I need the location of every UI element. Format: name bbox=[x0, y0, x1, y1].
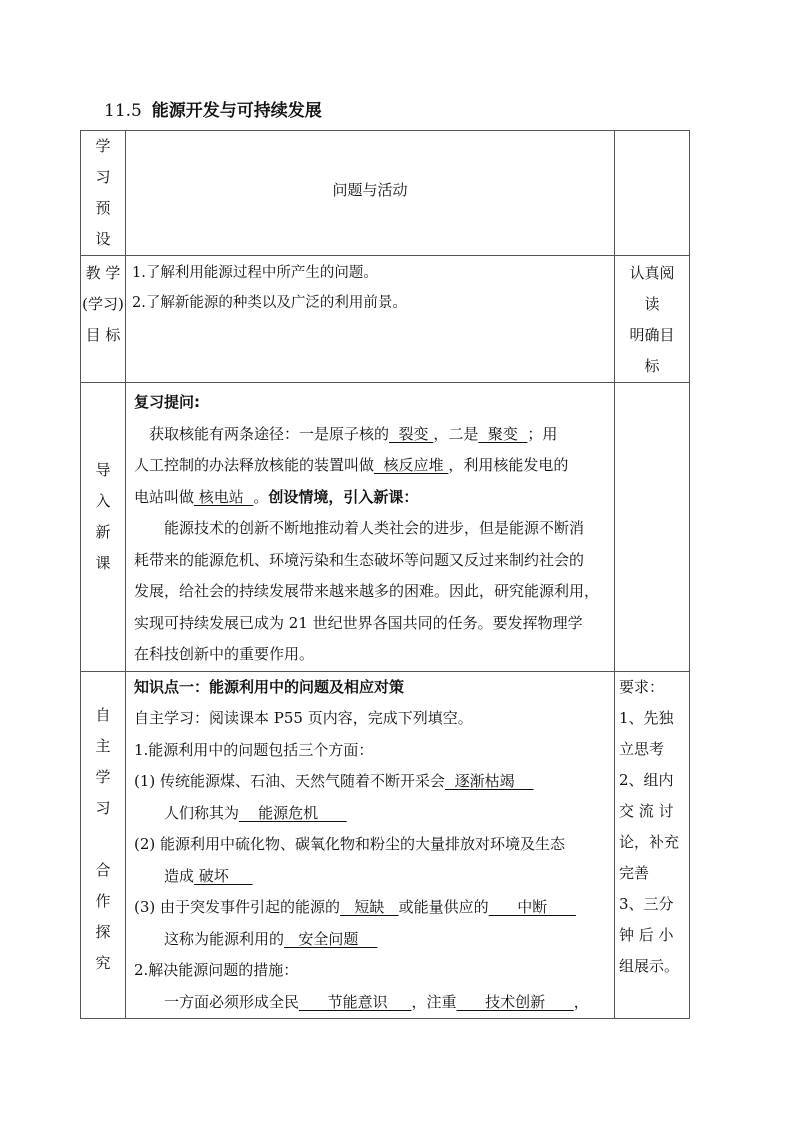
review-line: 获取核能有两条途径：一是原子核的 裂变 ，二是 聚变 ；用 bbox=[149, 424, 558, 443]
label-line: 教 学 bbox=[85, 264, 121, 282]
requirement-line: 要求： bbox=[619, 677, 665, 696]
activities-header: 问题与活动 bbox=[126, 131, 615, 256]
label-char: 预 bbox=[95, 199, 111, 217]
label-char: 新 bbox=[95, 523, 111, 541]
review-heading: 复习提问: bbox=[134, 393, 200, 411]
item-2-line-2: 造成 破坏 bbox=[164, 866, 253, 885]
goal-item: 2.了解新能源的种类以及广泛的利用前景。 bbox=[132, 295, 407, 311]
requirement-line: 1、先独 bbox=[619, 708, 674, 727]
side-line: 读 bbox=[644, 295, 660, 313]
study-label-cell bbox=[81, 671, 126, 1019]
goals-label-cell bbox=[81, 256, 126, 383]
blank-answer: 核电站 bbox=[194, 487, 254, 506]
item-3-line-2: 这称为能源利用的 安全问题 bbox=[164, 929, 378, 948]
blank-answer: 逐渐枯竭 bbox=[445, 772, 534, 790]
requirement-line: 组展示。 bbox=[619, 956, 680, 975]
goals-row bbox=[81, 256, 690, 383]
blank-answer: 核反应堆 bbox=[374, 456, 449, 474]
item-1-line-2: 人们称其为 能源危机 bbox=[164, 803, 347, 822]
item-3-line: (3) 由于突发事件引起的能源的 短缺 或能量供应的 中断 bbox=[134, 898, 576, 916]
blank-answer: 安全问题 bbox=[284, 929, 378, 948]
requirement-line: 完善 bbox=[619, 863, 650, 882]
label-char: 入 bbox=[95, 492, 111, 510]
study-content-cell bbox=[126, 671, 615, 1019]
intro-paragraph-line: 在科技创新中的重要作用。 bbox=[134, 645, 315, 663]
document-title bbox=[104, 96, 322, 121]
item-1-line: (1) 传统能源煤、石油、天然气随着不断开采会 逐渐枯竭 bbox=[134, 772, 534, 790]
goals-cell bbox=[126, 256, 615, 383]
header-row bbox=[81, 131, 690, 256]
requirement-line: 2、组内 bbox=[619, 770, 674, 789]
label-char: 习 bbox=[95, 798, 111, 817]
blank-answer: 技术创新 bbox=[456, 992, 574, 1011]
side-line: 标 bbox=[644, 357, 660, 375]
scenario-heading: 创设情境，引入新课： bbox=[268, 487, 419, 506]
requirement-line: 论，补充 bbox=[619, 832, 680, 851]
header-right-cell bbox=[615, 131, 690, 256]
item-2-line: (2) 能源利用中硫化物、碳氧化物和粉尘的大量排放对环境及生态 bbox=[134, 835, 566, 853]
label-char: 学 bbox=[95, 767, 111, 786]
requirement-line: 交 流 讨 bbox=[619, 801, 674, 820]
intro-content-cell bbox=[126, 383, 615, 672]
label-char: 习 bbox=[95, 168, 111, 186]
label-char: 自 bbox=[95, 705, 111, 724]
label-line: 目 标 bbox=[85, 326, 121, 344]
label-char: 究 bbox=[95, 953, 111, 972]
review-line: 人工控制的办法释放核能的装置叫做 核反应堆 ，利用核能发电的 bbox=[134, 456, 569, 474]
intro-row bbox=[81, 383, 690, 672]
goal-item: 1.了解利用能源过程中所产生的问题。 bbox=[132, 265, 378, 281]
section-title: 能源开发与可持续发展 bbox=[151, 101, 322, 121]
blank-answer: 中断 bbox=[488, 898, 576, 916]
blank-answer: 能源危机 bbox=[239, 803, 347, 822]
side-line: 明确目 bbox=[629, 326, 675, 344]
label-char: 学 bbox=[95, 137, 111, 155]
label-line: (学习) bbox=[82, 295, 124, 313]
study-row bbox=[81, 671, 690, 1019]
lesson-plan-table bbox=[80, 130, 690, 1019]
label-char: 课 bbox=[95, 554, 111, 572]
label-char: 合 bbox=[95, 860, 111, 879]
measures-line: 一方面必须形成全民 节能意识 ，注重 技术创新 ， bbox=[164, 992, 589, 1011]
self-study-instruction: 自主学习：阅读课本 P55 页内容，完成下列填空。 bbox=[134, 709, 473, 727]
intro-right-cell bbox=[615, 383, 690, 672]
label-char: 作 bbox=[95, 891, 111, 910]
question-2: 2.解决能源问题的措施： bbox=[134, 961, 299, 979]
knowledge-heading: 知识点一：能源利用中的问题及相应对策 bbox=[134, 677, 405, 696]
review-line: 电站叫做 核电站 。创设情境，引入新课： bbox=[134, 487, 419, 506]
preview-label-cell bbox=[81, 131, 126, 256]
side-line: 认真阅 bbox=[629, 264, 675, 282]
blank-answer: 短缺 bbox=[340, 898, 399, 916]
label-char: 主 bbox=[95, 736, 111, 755]
label-char: 探 bbox=[95, 922, 111, 941]
blank-answer: 裂变 bbox=[389, 424, 434, 443]
label-char: 设 bbox=[95, 230, 111, 248]
intro-paragraph-line: 能源技术的创新不断地推动着人类社会的进步，但是能源不断消 bbox=[164, 519, 585, 537]
question-1: 1.能源利用中的问题包括三个方面： bbox=[134, 740, 374, 759]
blank-answer: 聚变 bbox=[478, 424, 528, 443]
intro-paragraph-line: 实现可持续发展已成为 21 世纪世界各国共同的任务。要发挥物理学 bbox=[134, 613, 583, 632]
label-char: 导 bbox=[95, 461, 111, 479]
blank-answer: 破坏 bbox=[194, 866, 253, 885]
goals-side-cell bbox=[615, 256, 690, 383]
requirements-cell bbox=[615, 671, 690, 1019]
blank-answer: 节能意识 bbox=[299, 992, 412, 1011]
intro-label-cell bbox=[81, 383, 126, 672]
section-number: 11.5 bbox=[104, 101, 142, 121]
requirement-line: 钟 后 小 bbox=[619, 925, 674, 944]
requirement-line: 3、三分 bbox=[619, 894, 674, 913]
intro-paragraph-line: 耗带来的能源危机、环境污染和生态破坏等问题又反过来制约社会的 bbox=[134, 550, 585, 569]
intro-paragraph-line: 发展，给社会的持续发展带来越来越多的困难。因此，研究能源利用， bbox=[134, 582, 600, 600]
requirement-line: 立思考 bbox=[619, 739, 665, 758]
